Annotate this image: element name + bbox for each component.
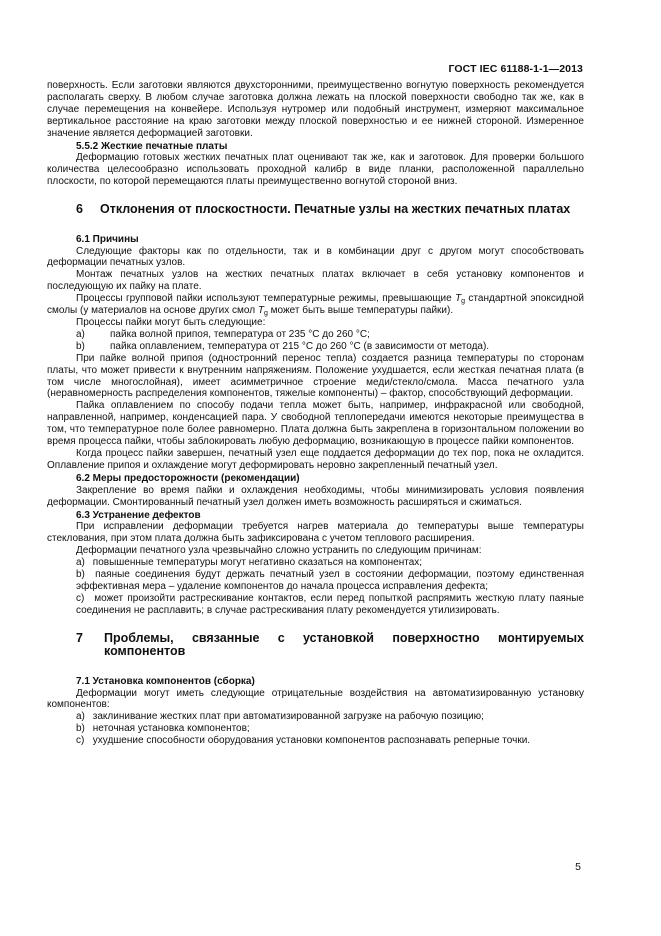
text-run: Процессы групповой пайки используют температурные режимы, превышающие [76,293,456,305]
list-text: пайка оплавлением, температура от 215 °С до 260 °С (в зависимости от метода). [110,340,490,352]
list-text: повышенные температуры могут негативно сказаться на компонентах; [92,557,423,569]
list-item [76,735,584,747]
subsection-5-5-2-heading: 5.5.2 Жесткие печатные платы [76,140,228,152]
tg-symbol: T [455,293,462,305]
list-text: ухудшение способности оборудования установки компонентов распознавать реперные точки. [92,735,531,747]
section-title: Отклонения от плоскостности. Печатные узлы на жестких печатных платах [100,202,571,217]
text-run: может быть выше температуры пайки). [267,305,454,317]
list-item [76,341,584,353]
paragraph: При пайке волной припоя (одностронний перенос тепла) создается разница температуры по сторонам платы, что может привести к внутренним напряжениям. Положение ухудшается, если жесткая печатная плата (в том числе многослойная), имеет асимметричное строение меди/стекло/смола. Масса печатного узла (неравномерность распределения компонентов, тяжелые компоненты) – фактор, способствующий деформации. [47,352,584,400]
paragraph: Следующие факторы как по отдельности, так и в комбинации друг с другом могут способствовать деформации печатных узлов. [47,245,584,269]
tg-subscript: g [461,298,466,306]
paragraph: Деформации могут иметь следующие отрицательные воздействия на автоматизированную установку компонентов: [47,687,584,711]
list-text: заклинивание жестких плат при автоматизированной загрузке на рабочую позицию; [92,711,484,723]
text-run: стандартной эпоксидной смолы (у материалов на основе других смол [47,293,584,317]
page-number: 5 [575,861,581,873]
document-code-header: ГОСТ IEC 61188-1-1—2013 [448,63,583,75]
list-marker: a) [76,557,85,569]
subsection-7-1-heading: 7.1 Установка компонентов (сборка) [76,675,255,687]
list-text: паяные соединения будут держать печатный узел в состоянии деформации, поэтому единственная эффективная мера – удаление компонентов до начала процесса исправления дефекта; [76,569,585,592]
section-number: 7 [76,630,83,645]
tg-subscript: g [263,310,268,318]
list-marker: b) [76,723,85,735]
paragraph: Закрепление во время пайки и охлаждения необходимы, чтобы минимизировать условия появления деформации. Смонтированный печатный узел должен иметь возможность расширяться и сжиматься. [47,484,584,508]
paragraph-intro: поверхность. Если заготовки являются двухсторонними, преимущественно вогнутую поверхность рекомендуется располагать сверху. В любом случае заготовка должна лежать на плоской поверхности свободно так же, как в случае перемещения на конвейере. Используя нутромер или подобный инструмент, измеряют максимальное вертикальное расстояние на краю заготовки между плоской поверхностью и ее нижней стороной. Измеренное значение является деформацией заготовки. [47,80,584,139]
list-item [76,557,584,569]
subsection-6-1-heading: 6.1 Причины [76,233,139,245]
list-marker: a) [76,711,85,723]
section-6-heading [76,203,584,217]
list-item [76,723,584,735]
list-marker: b) [76,340,85,352]
section-7-heading [76,632,584,659]
paragraph-tg [47,293,584,317]
list-marker: c) [76,592,85,604]
list-item [76,711,584,723]
tg-symbol: T [257,305,264,317]
paragraph: Процессы пайки могут быть следующие: [76,317,266,328]
list-item [76,569,584,593]
list-marker: b) [76,569,85,581]
paragraph: При исправлении деформации требуется нагрев материала до температуры выше температуры стеклования, при этом плата должна быть зафиксирована с учетом теплового расширения. [47,521,584,545]
paragraph: Монтаж печатных узлов на жестких печатных платах включает в себя установку компонентов и последующую их пайку на плате. [47,269,584,293]
list-item [76,593,584,617]
page-content [47,80,584,747]
list-text: может произойти растрескивание контактов, если перед попыткой распрямить жесткую плату паяные соединения не расплавить; в случае растрескивания плату рекомендуется утилизировать. [76,592,584,616]
list-marker: a) [76,328,85,340]
subsection-6-3-heading: 6.3 Устранение дефектов [76,509,201,521]
section-title: Проблемы, связанные с установкой поверхностно монтируемых компонентов [104,630,584,659]
paragraph: Деформацию готовых жестких печатных плат оценивают так же, как и заготовок. Для проверки большого количества целесообразно использовать проходной калибр в виде планки, расположенной параллельно плоскости, по которой перемещаются платы преимущественно вогнутой стороной вниз. [47,152,584,188]
list-item [76,329,584,341]
paragraph: Деформации печатного узла чрезвычайно сложно устранить по следующим причинам: [76,545,482,557]
paragraph: Пайка оплавлением по способу подачи тепла может быть, например, инфракрасной или свободной, направленной, например, конденсацией пара. У свободной теплопередачи имеются некоторые преимущества в том, что температурное поле более равномерно. Плата должна быть закреплена в горизонтальном положении во время процесса пайки, чтобы заблокировать любую деформацию, возникающую в процессе пайки компонентов. [47,400,584,448]
section-number: 6 [76,202,83,217]
list-text: пайка волной припоя, температура от 235 °С до 260 °С; [110,328,370,340]
list-text: неточная установка компонентов; [92,723,250,735]
subsection-6-2-heading: 6.2 Меры предосторожности (рекомендации) [76,472,300,484]
paragraph: Когда процесс пайки завершен, печатный узел еще поддается деформации до тех пор, пока не охладится. Оплавление припоя и охлаждение могут деформировать неровно закрепленный печатный узел. [47,447,584,471]
list-marker: c) [76,735,85,747]
